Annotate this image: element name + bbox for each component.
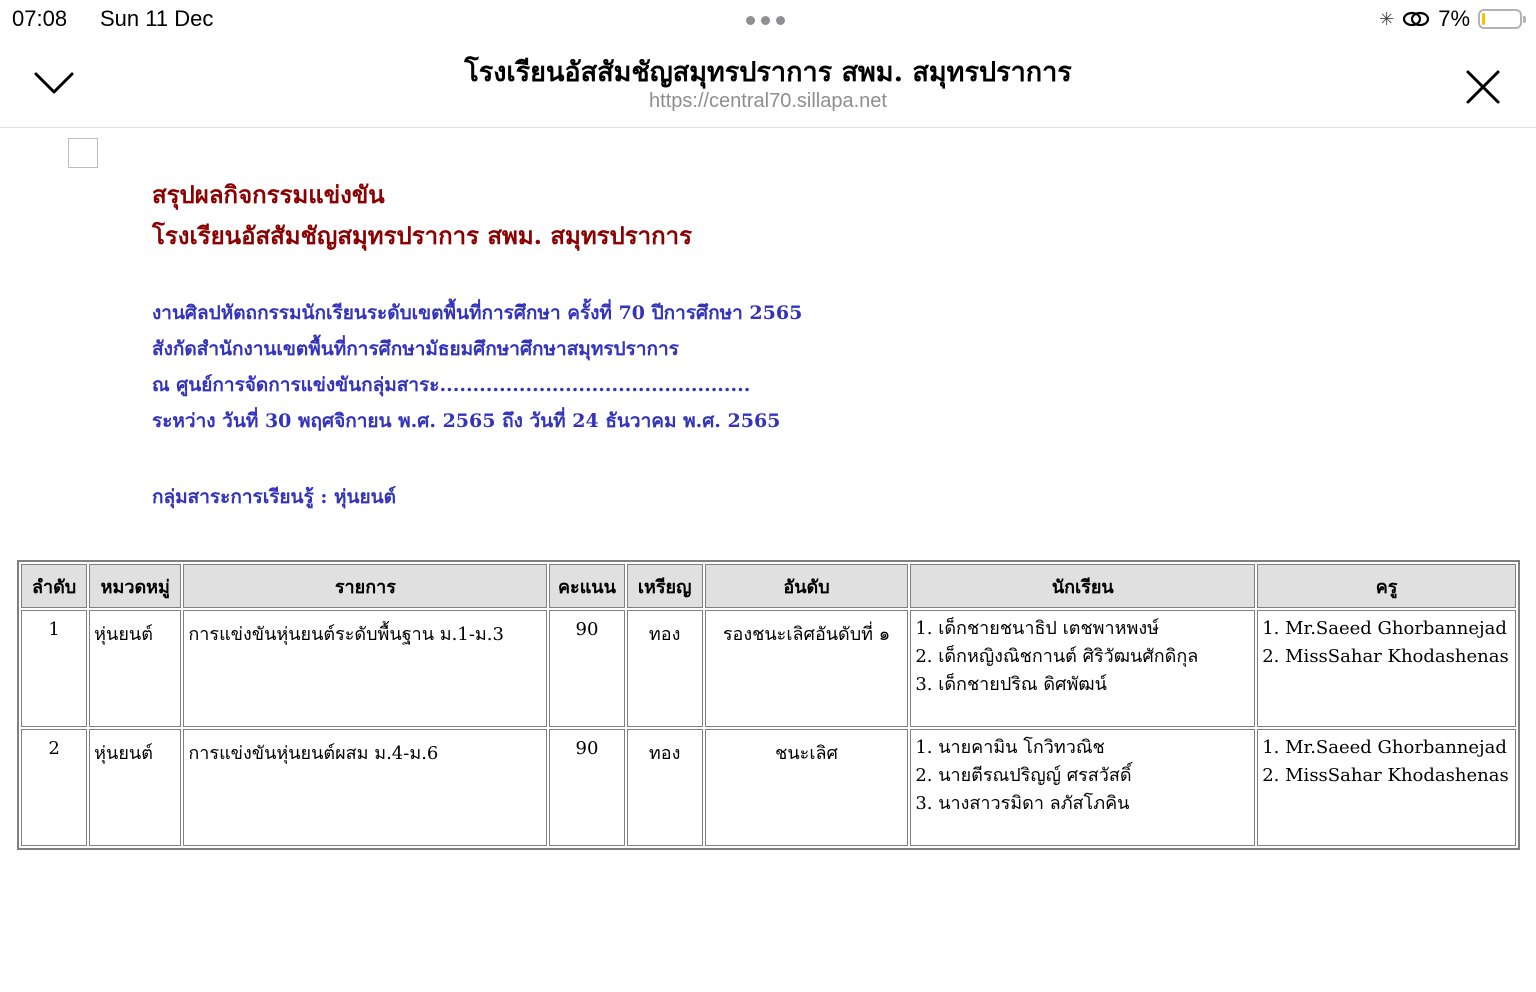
cell-rank: ชนะเลิศ (705, 729, 909, 846)
cell-medal: ทอง (627, 610, 703, 727)
status-indicators (1379, 6, 1522, 32)
student-name: 1. นายคามิน โกวิทวณิช (915, 737, 1105, 758)
cell-item: การแข่งขันหุ่นยนต์ผสม ม.4-ม.6 (183, 729, 547, 846)
battery-percent: 7% (1438, 6, 1470, 31)
header-item: รายการ (183, 564, 547, 608)
cell-category: หุ่นยนต์ (89, 610, 181, 727)
table-row (21, 729, 1516, 846)
broken-image-placeholder (68, 138, 98, 168)
cell-score: 90 (549, 610, 624, 727)
multitasking-dots-icon[interactable] (746, 16, 785, 25)
battery-level-fill (1482, 13, 1485, 25)
table-row (21, 610, 1516, 727)
student-name: 3. นางสาวรมิดา ลภัสโภคิน (915, 793, 1130, 814)
cell-item: การแข่งขันหุ่นยนต์ระดับพื้นฐาน ม.1-ม.3 (183, 610, 547, 727)
event-venue: ณ ศูนย์การจัดการแข่งขันกลุ่มสาระ............................................... (152, 374, 751, 396)
header-no: ลำดับ (21, 564, 87, 608)
teacher-name: 2. MissSahar Khodashenas (1262, 646, 1509, 667)
activity-spinner-icon: ✳ (1379, 8, 1395, 29)
cell-medal: ทอง (627, 729, 703, 846)
report-title: สรุปผลกิจกรรมแข่งขัน (152, 180, 385, 209)
header-rank: อันดับ (705, 564, 909, 608)
cell-rank: รองชนะเลิศอันดับที่ ๑ (705, 610, 909, 727)
status-bar (0, 0, 1536, 40)
cell-no: 1 (21, 610, 87, 727)
browser-header (0, 40, 1536, 128)
cell-students (910, 729, 1255, 846)
teacher-name: 1. Mr.Saeed Ghorbannejad (1262, 737, 1507, 758)
header-medal: เหรียญ (627, 564, 703, 608)
student-name: 2. เด็กหญิงณิชกานต์ ศิริวัฒนศักดิกุล (915, 646, 1199, 667)
cell-teachers (1257, 729, 1516, 846)
status-date: Sun 11 Dec (100, 6, 214, 31)
cell-score: 90 (549, 729, 624, 846)
event-dates: ระหว่าง วันที่ 30 พฤศจิกายน พ.ศ. 2565 ถึง วันที่ 24 ธันวาคม พ.ศ. 2565 (152, 410, 781, 432)
cell-teachers (1257, 610, 1516, 727)
page-url[interactable]: https://central70.sillapa.net (649, 90, 887, 112)
battery-icon (1478, 9, 1522, 29)
teacher-name: 1. Mr.Saeed Ghorbannejad (1262, 618, 1507, 639)
student-name: 3. เด็กชายปริณ ดิศพัฒน์ (915, 674, 1107, 695)
page-title: โรงเรียนอัสสัมชัญสมุทรปราการ สพม. สมุทรปราการ (464, 57, 1072, 88)
header-students: นักเรียน (910, 564, 1255, 608)
close-icon[interactable] (1462, 66, 1504, 108)
cell-category: หุ่นยนต์ (89, 729, 181, 846)
report-school-name: โรงเรียนอัสสัมชัญสมุทรปราการ สพม. สมุทรปราการ (152, 221, 693, 250)
results-table (17, 560, 1520, 850)
header-teachers: ครู (1257, 564, 1516, 608)
link-icon (1402, 9, 1430, 29)
event-office: สังกัดสำนักงานเขตพื้นที่การศึกษามัธยมศึกษาศึกษาสมุทรปราการ (152, 338, 679, 360)
table-header-row (21, 564, 1516, 608)
header-score: คะแนน (549, 564, 624, 608)
subject-group: กลุ่มสาระการเรียนรู้ : หุ่นยนต์ (152, 486, 396, 508)
student-name: 1. เด็กชายชนาธิป เตชพาหพงษ์ (915, 618, 1159, 639)
cell-students (910, 610, 1255, 727)
teacher-name: 2. MissSahar Khodashenas (1262, 765, 1509, 786)
header-category: หมวดหมู่ (89, 564, 181, 608)
event-name: งานศิลปหัตถกรรมนักเรียนระดับเขตพื้นที่การศึกษา ครั้งที่ 70 ปีการศึกษา 2565 (152, 302, 803, 324)
cell-no: 2 (21, 729, 87, 846)
student-name: 2. นายตีรณปริญญ์ ศรสวัสดิ์ (915, 765, 1132, 786)
status-time: 07:08 (12, 6, 68, 31)
